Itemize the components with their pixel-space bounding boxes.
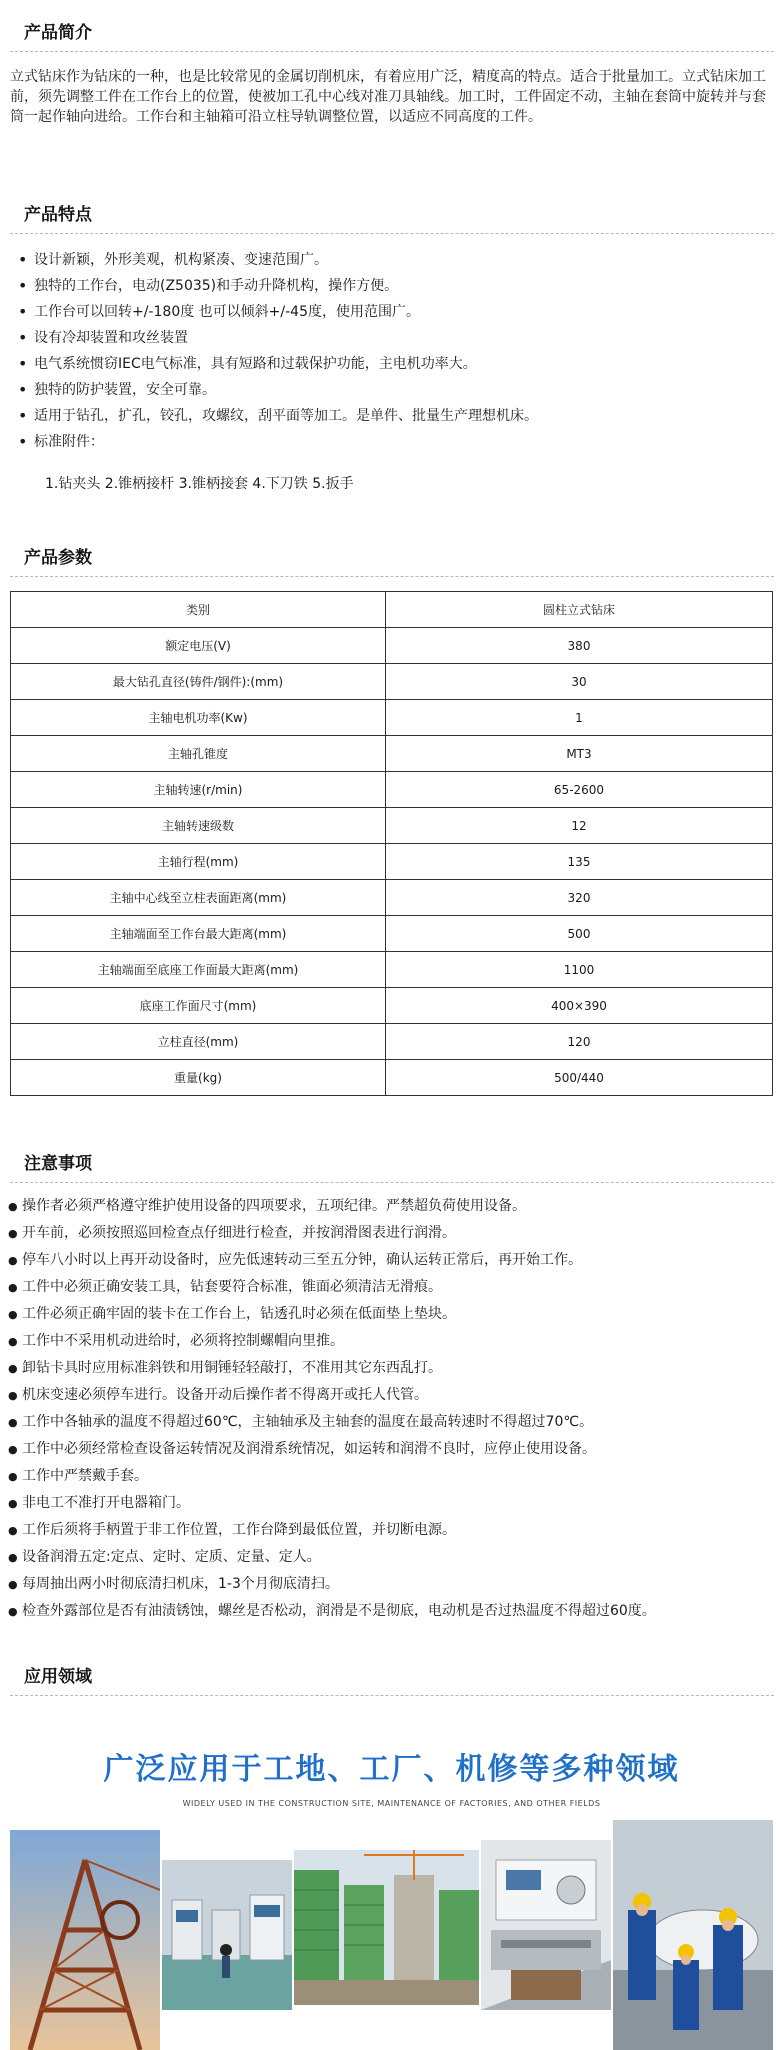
param-value: 1100 [386, 952, 773, 988]
construction-site-photo [294, 1850, 479, 2005]
table-row [11, 952, 773, 988]
note-item: ● 每周抽出两小时彻底清扫机床，1-3个月彻底清扫。 [8, 1571, 768, 1598]
notes-divider [10, 1182, 774, 1183]
param-name: 主轴端面至工作台最大距离(mm) [11, 916, 386, 952]
table-row [11, 916, 773, 952]
note-item: ● 停车八小时以上再开动设备时，应先低速转动三至五分钟，确认运转正常后，再开始工作。 [8, 1247, 768, 1274]
note-item: ● 工件中必须正确安装工具，钻套要符合标准，锥面必须清洁无滑痕。 [8, 1274, 768, 1301]
param-name: 底座工作面尺寸(mm) [11, 988, 386, 1024]
feature-item: • 电气系统惯窃IEC电气标准，具有短路和过载保护功能，主电机功率大。 [10, 351, 750, 377]
intro-text: 立式钻床作为钻床的一种，也是比较常见的金属切削机床，有着应用广泛，精度高的特点。适合于批量加工。立式钻床加工前，须先调整工件在工作台上的位置，使被加工孔中心线对准刀具轴线。加工时，工件固定不动，主轴在套筒中旋转并与套筒一起作轴向进给。工作台和主轴箱可沿立柱导轨调整位置，以适应不同高度的工件。 [10, 69, 766, 125]
params-title: 产品参数 [24, 548, 92, 568]
param-name: 最大钻孔直径(铸件/钢件):(mm) [11, 664, 386, 700]
intro-section-header [10, 20, 774, 52]
param-value: 380 [386, 628, 773, 664]
feature-item: • 标准附件： [10, 429, 750, 455]
crane-photo [10, 1830, 160, 2050]
table-row [11, 808, 773, 844]
param-name: 主轴中心线至立柱表面距离(mm) [11, 880, 386, 916]
param-name: 主轴行程(mm) [11, 844, 386, 880]
feature-item: • 适用于钻孔，扩孔，铰孔，攻螺纹，刮平面等加工。是单件、批量生产理想机床。 [10, 403, 750, 429]
param-value: 320 [386, 880, 773, 916]
param-value: 500/440 [386, 1060, 773, 1096]
params-table [10, 591, 773, 1096]
note-item: ● 机床变速必须停车进行。设备开动后操作者不得离开或托人代管。 [8, 1382, 768, 1409]
header-cell-category: 类别 [11, 592, 386, 628]
table-header-row [11, 592, 773, 628]
param-value: 12 [386, 808, 773, 844]
param-name: 主轴转速(r/min) [11, 772, 386, 808]
note-item: ● 工作后须将手柄置于非工作位置，工作台降到最低位置，并切断电源。 [8, 1517, 768, 1544]
application-divider [10, 1695, 774, 1696]
table-row [11, 1024, 773, 1060]
table-row [11, 880, 773, 916]
workshop-photo [162, 1860, 292, 2010]
factory-workers-photo [613, 1820, 773, 2050]
table-row [11, 988, 773, 1024]
param-value: 30 [386, 664, 773, 700]
feature-item: • 设计新颖，外形美观，机构紧凑、变速范围广。 [10, 247, 750, 273]
feature-item: • 工作台可以回转+/-180度 也可以倾斜+/-45度，使用范围广。 [10, 299, 750, 325]
param-value: 1 [386, 700, 773, 736]
param-value: 135 [386, 844, 773, 880]
standard-accessories: 1.钻夹头 2.锥柄接杆 3.锥柄接套 4.下刀铁 5.扳手 [45, 476, 354, 492]
note-item: ● 非电工不准打开电器箱门。 [8, 1490, 768, 1517]
note-item: ● 工作中严禁戴手套。 [8, 1463, 768, 1490]
param-value: 120 [386, 1024, 773, 1060]
note-item: ● 检查外露部位是否有油渍锈蚀，螺丝是否松动，润滑是不是彻底，电动机是否过热温度不得超过60度。 [8, 1598, 768, 1625]
table-row [11, 700, 773, 736]
application-title: 应用领域 [24, 1667, 92, 1687]
intro-divider [10, 51, 774, 52]
param-value: 500 [386, 916, 773, 952]
application-banner [10, 1720, 773, 2050]
notes-title: 注意事项 [24, 1154, 92, 1174]
features-section-header [10, 202, 774, 234]
param-name: 主轴电机功率(Kw) [11, 700, 386, 736]
param-value: MT3 [386, 736, 773, 772]
param-value: 65-2600 [386, 772, 773, 808]
feature-item: • 独特的防护装置，安全可靠。 [10, 377, 750, 403]
notes-list [8, 1193, 768, 1625]
param-name: 重量(kg) [11, 1060, 386, 1096]
application-section-header [10, 1664, 774, 1696]
param-name: 主轴孔锥度 [11, 736, 386, 772]
feature-item: • 设有冷却装置和攻丝装置 [10, 325, 750, 351]
header-cell-model: 圆柱立式钻床 [386, 592, 773, 628]
note-item: ● 设备润滑五定:定点、定时、定质、定量、定人。 [8, 1544, 768, 1571]
banner-headline: 广泛应用于工地、工厂、机修等多种领域 [103, 1752, 680, 1787]
param-name: 主轴转速级数 [11, 808, 386, 844]
notes-section-header [10, 1151, 774, 1183]
table-row [11, 664, 773, 700]
param-name: 额定电压(V) [11, 628, 386, 664]
params-section-header [10, 545, 774, 577]
table-row [11, 628, 773, 664]
note-item: ● 工件必须正确牢固的装卡在工作台上，钻透孔时必须在低面垫上垫块。 [8, 1301, 768, 1328]
table-row [11, 1060, 773, 1096]
params-divider [10, 576, 774, 577]
intro-title: 产品简介 [24, 23, 92, 43]
table-row [11, 772, 773, 808]
table-row [11, 736, 773, 772]
features-title: 产品特点 [24, 205, 92, 225]
feature-item: • 独特的工作台，电动(Z5035)和手动升降机构，操作方便。 [10, 273, 750, 299]
param-value: 400×390 [386, 988, 773, 1024]
note-item: ● 工作中不采用机动进给时，必须将控制螺帽向里推。 [8, 1328, 768, 1355]
machine-tool-photo [481, 1840, 611, 2010]
param-name: 主轴端面至底座工作面最大距离(mm) [11, 952, 386, 988]
note-item: ● 操作者必须严格遵守维护使用设备的四项要求，五项纪律。严禁超负荷使用设备。 [8, 1193, 768, 1220]
note-item: ● 开车前，必须按照巡回检查点仔细进行检查，并按润滑图表进行润滑。 [8, 1220, 768, 1247]
param-name: 立柱直径(mm) [11, 1024, 386, 1060]
banner-subline: WIDELY USED IN THE CONSTRUCTION SITE, MAINTENANCE OF FACTORIES, AND OTHER FIELDS [182, 1799, 601, 1808]
table-row [11, 844, 773, 880]
features-list [10, 247, 750, 455]
features-divider [10, 233, 774, 234]
note-item: ● 工作中必须经常检查设备运转情况及润滑系统情况，如运转和润滑不良时，应停止使用设备。 [8, 1436, 768, 1463]
note-item: ● 卸钻卡具时应用标准斜铁和用铜锤轻轻敲打，不准用其它东西乱打。 [8, 1355, 768, 1382]
note-item: ● 工作中各轴承的温度不得超过60℃，主轴轴承及主轴套的温度在最高转速时不得超过70℃。 [8, 1409, 768, 1436]
